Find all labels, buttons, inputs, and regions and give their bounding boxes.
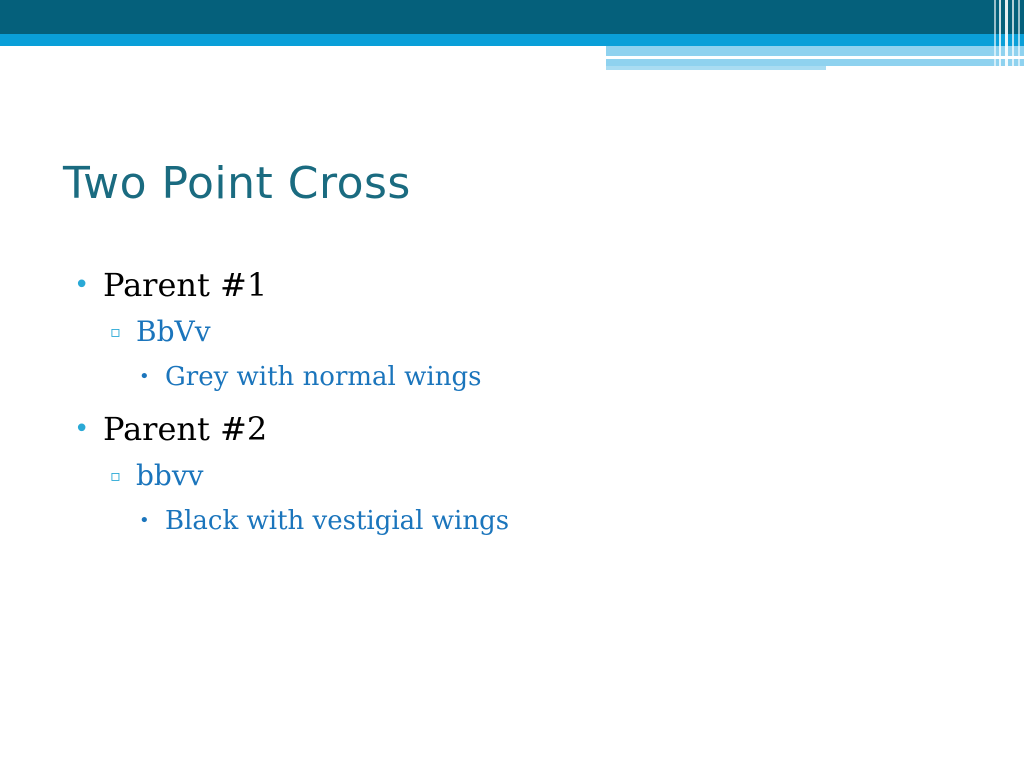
bullet-item-level2	[74, 452, 974, 500]
header-band-light	[606, 46, 1024, 56]
bullet-item-level1	[74, 406, 974, 452]
bullet-text: Parent #2	[103, 410, 268, 448]
header-edge-stripe	[994, 0, 996, 70]
header-band-dark	[0, 0, 1024, 34]
bullet-text: bbvv	[136, 459, 204, 492]
header-band-light-lower	[606, 59, 1024, 66]
bullet-text: BbVv	[136, 315, 211, 348]
header-edge-stripe	[1005, 0, 1008, 70]
bullet-dot-icon: •	[74, 414, 90, 444]
bullet-dot-icon: •	[139, 510, 150, 531]
bullet-square-icon: ▫	[110, 466, 121, 485]
bullet-text: Parent #1	[103, 266, 268, 304]
header-band-cyan	[0, 34, 1024, 46]
bullet-item-level1	[74, 262, 974, 308]
bullet-item-level3	[74, 500, 974, 550]
bullet-list	[74, 262, 974, 550]
bullet-dot-icon: •	[139, 366, 150, 387]
bullet-square-icon: ▫	[110, 322, 121, 341]
bullet-item-level3	[74, 356, 974, 406]
header-edge-stripe	[1018, 0, 1020, 70]
slide-title: Two Point Cross	[63, 158, 411, 209]
header-edge-stripe	[999, 0, 1001, 70]
header-gap	[0, 46, 606, 49]
bullet-text: Grey with normal wings	[165, 362, 482, 392]
header-edge-stripe	[1012, 0, 1014, 70]
bullet-text: Black with vestigial wings	[165, 506, 510, 536]
bullet-item-level2	[74, 308, 974, 356]
header-band-light-short	[606, 66, 826, 70]
bullet-dot-icon: •	[74, 270, 90, 300]
